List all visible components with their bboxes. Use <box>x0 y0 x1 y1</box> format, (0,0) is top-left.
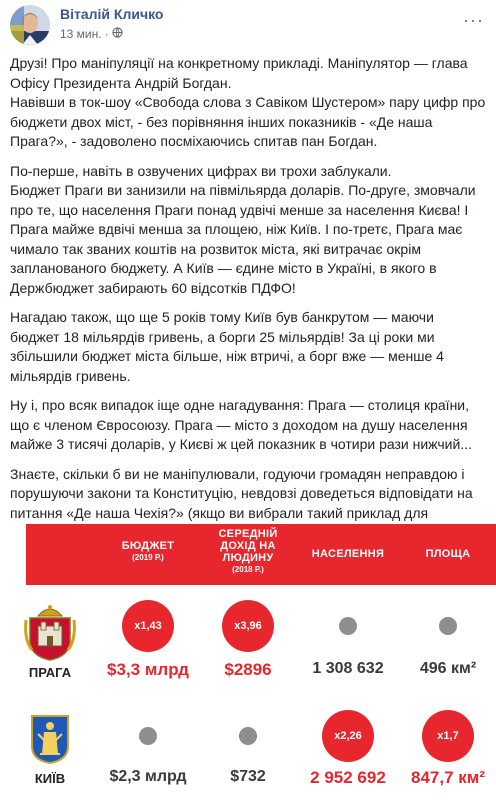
post-line: Бюджет Праги ви занизили на півмільярда доларів. По-друге, змовчали <box>10 182 476 198</box>
income-value-kyiv: $732 <box>230 768 266 785</box>
column-header-income: СЕРЕДНІЙ ДОХІД НА ЛЮДИНУ (2018 Р.) <box>218 528 278 574</box>
more-icon[interactable]: ··· <box>463 10 484 30</box>
post-line: Прага?», - задоволено посміхаючись спитав пан Богдан. <box>10 133 378 149</box>
post-line: Ну і, про всяк випадок іще одне нагадування: Прага — столиця країни, <box>10 397 470 413</box>
income-value-prague: $2896 <box>224 660 272 679</box>
population-value-kyiv: 2 952 692 <box>310 768 386 787</box>
budget-value-prague: $3,3 млрд <box>107 660 189 679</box>
post-line: Держбюджет забирають 60 відсотків ПДФО! <box>10 279 296 296</box>
income-circle-prague <box>222 600 274 652</box>
column-header-population: НАСЕЛЕННЯ <box>311 548 385 560</box>
budget-circle-prague <box>122 600 174 652</box>
area-circle-kyiv <box>422 710 474 762</box>
area-value-kyiv: 847,7 км² <box>410 768 485 787</box>
post-paragraph <box>10 54 488 152</box>
population-circle-kyiv <box>322 710 374 762</box>
user-avatar[interactable] <box>10 5 50 45</box>
post-line: По-перше, навіть в озвучених цифрах ви трохи заблукали. <box>10 162 392 179</box>
post-line: мільярдів гривень. <box>10 367 131 384</box>
ratio-label: х3,96 <box>234 620 262 632</box>
post-line: Прага майже вдвічі менша за площею, ніж Київ. І по-третє, Прага має <box>10 221 463 237</box>
post-line: Офісу Президента Андрій Богдан. <box>10 74 232 91</box>
post-line: що є членом Євросоюзу. Прага — місто з доходом на душу населення <box>10 416 468 433</box>
post-line: бюджети двох міст, - без порівняння інших показників - «Де наша <box>10 113 433 130</box>
comparison-infographic[interactable] <box>0 524 496 804</box>
post-line: Знаєте, скільки б ви не маніпулювали, годуючи громадян неправдою і <box>10 465 465 482</box>
post-line: збільшили бюджет міста більше, ніж втричі, а борг вже — менше 4 <box>10 348 444 364</box>
income-circle-kyiv <box>239 727 257 745</box>
post-paragraph <box>10 162 488 299</box>
population-value-prague: 1 308 632 <box>312 660 384 677</box>
post-line: бюджет 18 мільярдів гривень, а борги 25 мільярдів! За ці роки ми <box>10 328 435 345</box>
city-name-kyiv: КИЇВ <box>34 771 66 786</box>
post-line: запланованого бюджету. А Київ — єдине місто в Україні, в якого в <box>10 260 437 276</box>
author-name[interactable]: Віталій Кличко <box>60 6 164 22</box>
globe-icon <box>112 27 123 41</box>
ratio-label: х1,7 <box>437 730 459 742</box>
column-header-area: ПЛОЩА <box>425 548 471 560</box>
post-line: майже 3 тисячі доларів, у Києві ж цей показник в чотири рази нижчий... <box>10 436 472 452</box>
post-line: порушуючи закони та Конституцію, невдовзі доведеться відповідати на <box>10 485 473 501</box>
post-line: чимало так званих коштів на розвиток міста, які витрачає окрім <box>10 240 421 257</box>
kyiv-coat-of-arms <box>30 714 70 764</box>
prague-coat-of-arms <box>24 600 76 662</box>
meta-dot: · <box>104 27 109 41</box>
population-circle-prague <box>339 617 357 635</box>
post-line: Навівши в ток-шоу «Свобода слова з Савіком Шустером» пару цифр про <box>10 94 486 110</box>
area-circle-prague <box>439 617 457 635</box>
post-time[interactable]: 13 мин. <box>60 27 102 41</box>
budget-value-kyiv: $2,3 млрд <box>109 768 187 785</box>
budget-circle-kyiv <box>139 727 157 745</box>
column-header-budget: БЮДЖЕТ (2019 Р.) <box>121 540 175 562</box>
area-value-prague: 496 км² <box>419 660 477 677</box>
post-line: Нагадаю також, що ще 5 років тому Київ був банкрутом — маючи <box>10 309 434 325</box>
post-line: питання «Де наша Чехія?» (якщо ви вибрали такий приклад для <box>10 504 429 521</box>
post-paragraph <box>10 308 488 386</box>
post-text <box>10 54 488 553</box>
ratio-label: х1,43 <box>134 620 162 632</box>
city-name-prague: ПРАГА <box>28 665 72 680</box>
post-header <box>0 0 496 46</box>
post-meta <box>60 27 123 41</box>
post-line: Друзі! Про маніпуляції на конкретному прикладі. Маніпулятор — глава <box>10 55 468 71</box>
ratio-label: х2,26 <box>334 730 362 742</box>
post-line: про те, що населення Праги понад удвічі менше за населення Києва! І <box>10 201 469 218</box>
post-paragraph <box>10 396 488 455</box>
